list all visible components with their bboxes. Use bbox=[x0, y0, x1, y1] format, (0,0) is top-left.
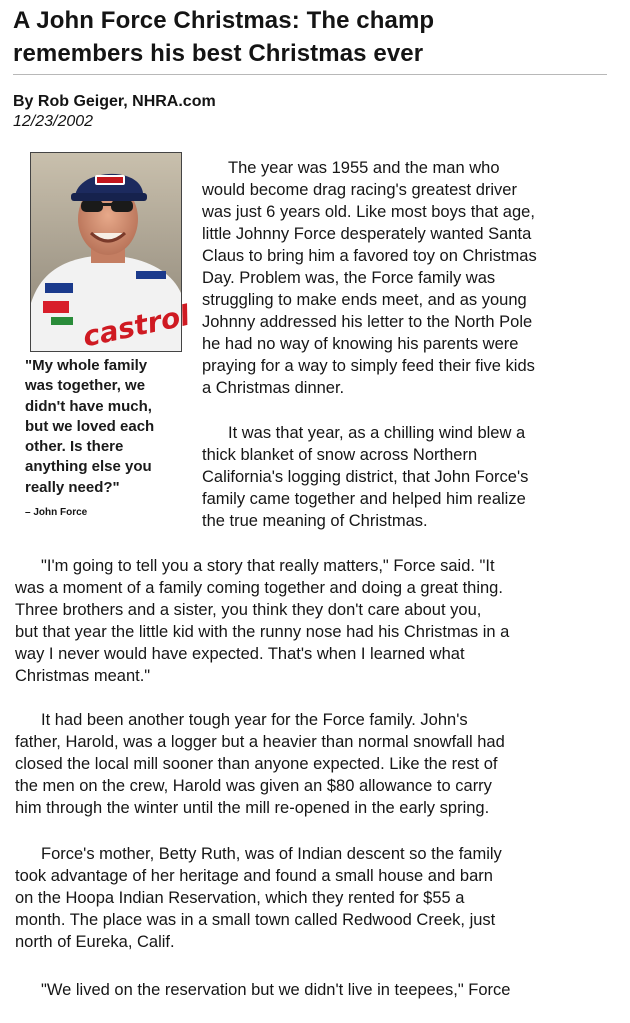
pull-quote-line: was together, we bbox=[25, 377, 146, 395]
text-line: The year was 1955 and the man who bbox=[228, 159, 500, 177]
text-line: on the Hoopa Indian Reservation, which they rented for $55 a bbox=[15, 889, 465, 907]
text-line: Johnny addressed his letter to the North Pole bbox=[202, 313, 533, 331]
text-line: he had no way of knowing his parents were bbox=[202, 335, 519, 353]
headline-line-2: remembers his best Christmas ever bbox=[13, 40, 424, 67]
paragraph-1 bbox=[202, 157, 612, 399]
pull-quote-attribution: – John Force bbox=[25, 507, 88, 518]
text-line: Day. Problem was, the Force family was bbox=[202, 269, 496, 287]
text-line: Three brothers and a sister, you think they don't care about you, bbox=[15, 601, 482, 619]
pull-quote-line: didn't have much, bbox=[25, 397, 152, 415]
paragraph-4 bbox=[15, 709, 617, 819]
text-line: a Christmas dinner. bbox=[202, 379, 345, 397]
text-line: the true meaning of Christmas. bbox=[202, 512, 428, 530]
paragraph-5 bbox=[15, 843, 617, 953]
text-line: father, Harold, was a logger but a heavier than normal snowfall had bbox=[15, 733, 505, 751]
pull-quote bbox=[25, 356, 193, 498]
pull-quote-line: other. Is there bbox=[25, 438, 124, 456]
pull-quote-line: really need?" bbox=[25, 478, 120, 496]
text-line: took advantage of her heritage and found a small house and barn bbox=[15, 867, 493, 885]
text-line: California's logging district, that John Force's bbox=[202, 468, 529, 486]
text-line: praying for a way to simply feed their five kids bbox=[202, 357, 535, 375]
text-line: closed the local mill sooner than anyone expected. Like the rest of bbox=[15, 755, 498, 773]
text-line: but that year the little kid with the runny nose had his Christmas in a bbox=[15, 623, 510, 641]
text-line: "I'm going to tell you a story that really matters," Force said. "It bbox=[41, 557, 495, 575]
headline-line-1: A John Force Christmas: The champ bbox=[13, 7, 435, 34]
paragraph-6 bbox=[15, 979, 617, 1001]
text-line: was just 6 years old. Like most boys that age, bbox=[202, 203, 535, 221]
text-line: the men on the crew, Harold was given an $80 allowance to carry bbox=[15, 777, 492, 795]
text-line: Force's mother, Betty Ruth, was of Indian descent so the family bbox=[41, 845, 502, 863]
text-line: month. The place was in a small town called Redwood Creek, just bbox=[15, 911, 496, 929]
paragraph-2 bbox=[202, 422, 612, 532]
text-line: thick blanket of snow across Northern bbox=[202, 446, 478, 464]
text-line: It had been another tough year for the Force family. John's bbox=[41, 711, 468, 729]
text-line: family came together and helped him realize bbox=[202, 490, 526, 508]
john-force-photo bbox=[30, 152, 193, 354]
text-line: him through the winter until the mill re-opened in the early spring. bbox=[15, 799, 490, 817]
text-line: struggling to make ends meet, and as young bbox=[202, 291, 527, 309]
publish-date: 12/23/2002 bbox=[13, 113, 94, 130]
headline-divider bbox=[13, 74, 607, 75]
text-line: would become drag racing's greatest driver bbox=[202, 181, 517, 199]
text-line: was a moment of a family coming together and doing a great thing. bbox=[15, 579, 503, 597]
text-line: "We lived on the reservation but we didn't live in teepees," Force bbox=[41, 981, 511, 999]
paragraph-3 bbox=[15, 555, 617, 687]
pull-quote-line: "My whole family bbox=[25, 357, 148, 374]
pull-quote-line: but we loved each bbox=[25, 417, 155, 435]
text-line: little Johnny Force desperately wanted Santa bbox=[202, 225, 532, 243]
byline: By Rob Geiger, NHRA.com bbox=[13, 93, 216, 110]
svg-text:castrol: castrol bbox=[79, 298, 193, 354]
text-line: Christmas meant." bbox=[15, 667, 151, 685]
text-line: way I never would have expected. That's when I learned what bbox=[15, 645, 465, 663]
text-line: Claus to bring him a favored toy on Christmas bbox=[202, 247, 537, 265]
text-line: It was that year, as a chilling wind blew a bbox=[228, 424, 526, 442]
pull-quote-line: anything else you bbox=[25, 458, 152, 476]
text-line: north of Eureka, Calif. bbox=[15, 933, 175, 951]
article-headline bbox=[13, 4, 613, 70]
